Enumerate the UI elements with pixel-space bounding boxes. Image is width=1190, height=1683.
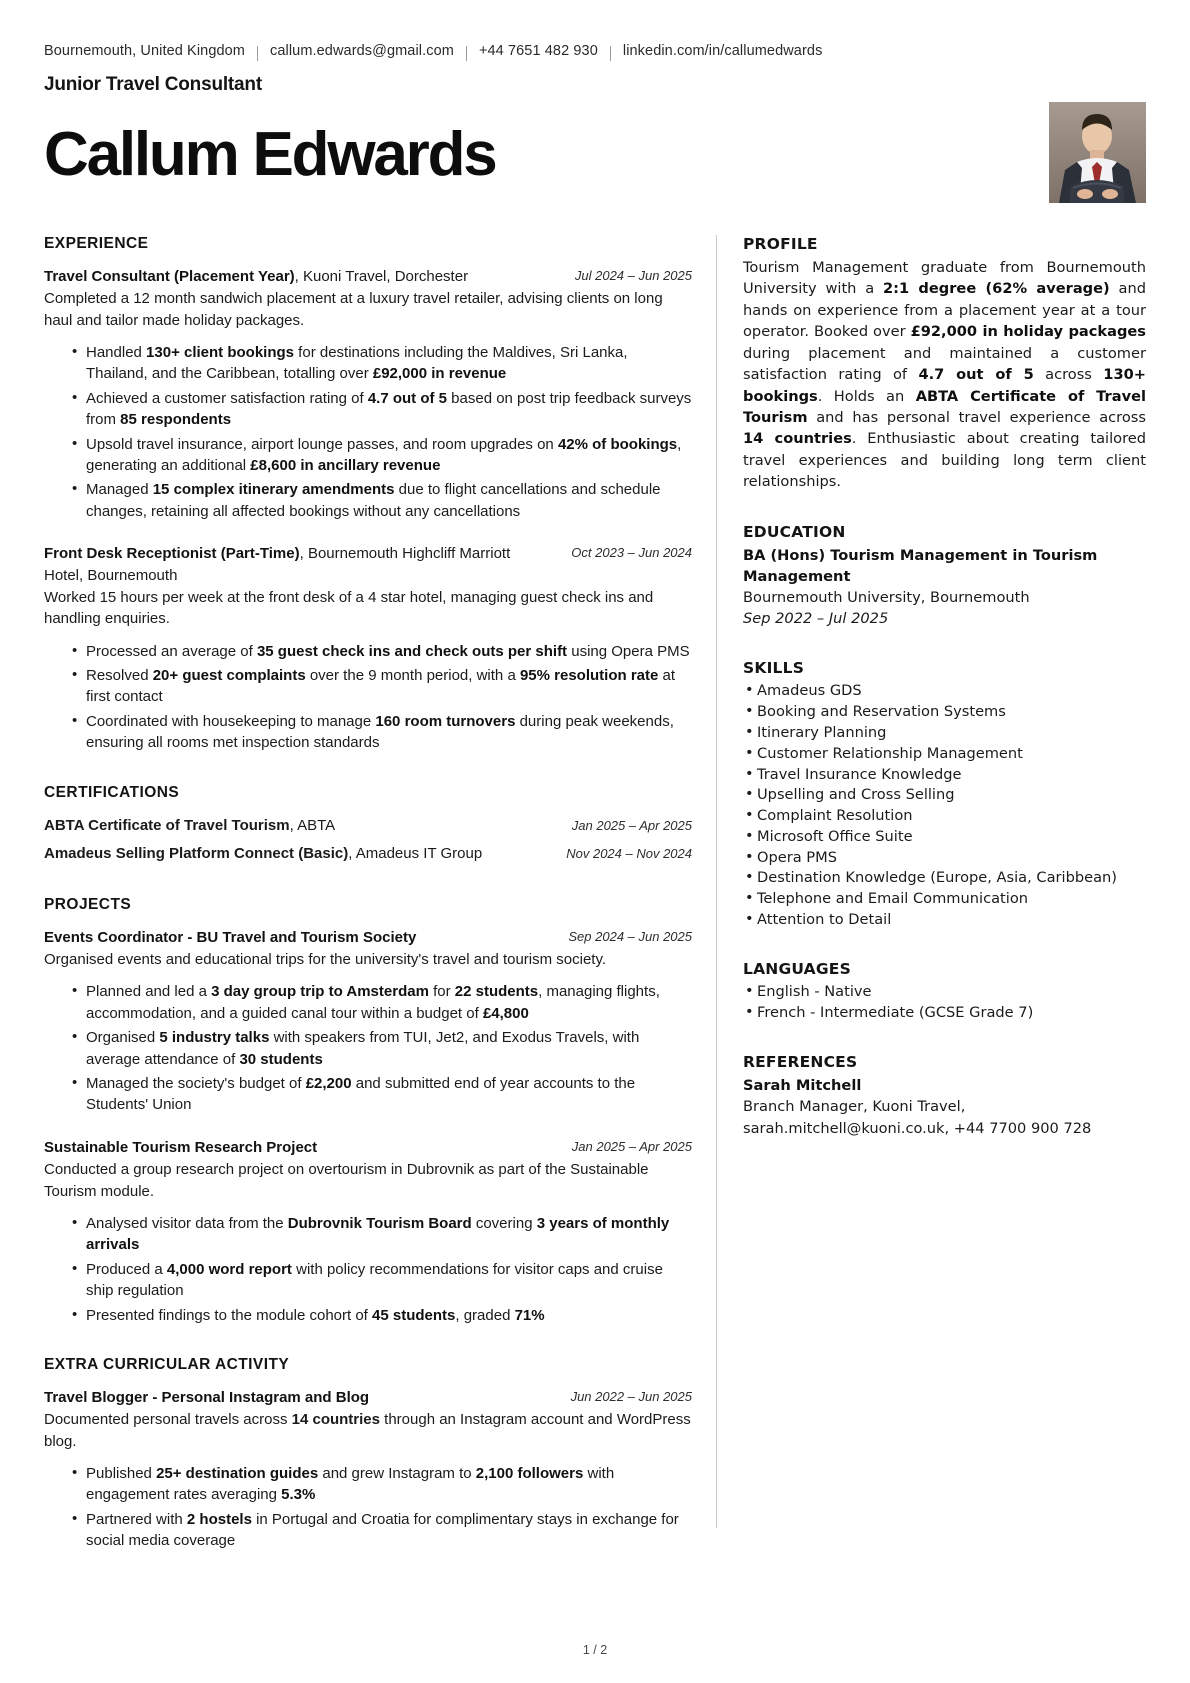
extra-curricular-entry-header: Travel Blogger - Personal Instagram and Blog Jun 2022 – Jun 2025	[44, 1389, 692, 1406]
skill-item: • Opera PMS	[743, 848, 1146, 868]
list-item: • Produced a 4,000 word report with policy recommendations for visitor caps and cruise ship regulation	[72, 1259, 692, 1302]
skill-item: • Destination Knowledge (Europe, Asia, Caribbean)	[743, 868, 1146, 888]
certification-date: Jan 2025 – Apr 2025	[571, 817, 692, 833]
extra-curricular-entry-description: Documented personal travels across 14 countries through an Instagram account and WordPress blog.	[44, 1411, 691, 1450]
experience-bullet-list	[44, 342, 692, 523]
experience-bullet-list	[44, 641, 692, 754]
extra-curricular-list	[44, 1387, 692, 1552]
contact-item[interactable]: linkedin.com/in/callumedwards	[622, 43, 823, 59]
experience-entry-date: Oct 2023 – Jun 2024	[571, 545, 692, 561]
page-title: Callum Edwards	[44, 119, 496, 189]
resume-header	[44, 42, 1146, 187]
list-item: • Handled 130+ client bookings for destinations including the Maldives, Sri Lanka, Thailand, and the Caribbean, totalling over £92,000 in revenue	[72, 342, 692, 385]
education-dates: Sep 2022 – Jul 2025	[743, 610, 889, 628]
list-item: • Presented findings to the module cohort of 45 students, graded 71%	[72, 1305, 692, 1326]
avatar	[1049, 102, 1146, 203]
project-bullet-list	[44, 981, 692, 1116]
experience-entry	[44, 543, 692, 753]
list-item: • Partnered with 2 hostels in Portugal and Croatia for complimentary stays in exchange for social media coverage	[72, 1509, 692, 1552]
languages-list	[743, 982, 1146, 1023]
project-entry-description: Organised events and educational trips for the university's travel and tourism society.	[44, 951, 607, 968]
section-heading-experience: EXPERIENCE	[44, 234, 149, 252]
extra-curricular-bullet-list	[44, 1463, 692, 1552]
skill-item: • Upselling and Cross Selling	[743, 785, 1146, 805]
education-school: Bournemouth University, Bournemouth	[743, 589, 1030, 607]
section-heading-projects: PROJECTS	[44, 895, 132, 913]
skill-item: • Customer Relationship Management	[743, 744, 1146, 764]
project-entry	[44, 927, 692, 1116]
contact-line	[44, 42, 1146, 61]
skill-item: • Amadeus GDS	[743, 681, 1146, 701]
contact-item[interactable]: callum.edwards@gmail.com	[270, 43, 454, 59]
experience-entry	[44, 266, 692, 522]
project-entry-description: Conducted a group research project on overtourism in Dubrovnik as part of the Sustainable Tourism module.	[44, 1161, 649, 1200]
main-column	[44, 235, 716, 1558]
certifications-list	[44, 815, 692, 866]
job-title: Junior Travel Consultant	[44, 73, 262, 95]
experience-entry-header: Front Desk Receptionist (Part-Time), Bournemouth Highcliff Marriott Hotel, Bournemouth Oct 2023 – Jun 2024	[44, 545, 692, 584]
section-heading-skills: SKILLS	[743, 659, 805, 678]
skill-item: • Booking and Reservation Systems	[743, 702, 1146, 722]
skill-item: • Telephone and Email Communication	[743, 889, 1146, 909]
contact-separator	[466, 46, 467, 61]
project-entry-date: Sep 2024 – Jun 2025	[568, 928, 692, 944]
section-heading-certifications: CERTIFICATIONS	[44, 783, 180, 801]
skill-item: • Complaint Resolution	[743, 806, 1146, 826]
list-item: • Achieved a customer satisfaction rating of 4.7 out of 5 based on post trip feedback surveys from 85 respondents	[72, 388, 692, 431]
contact-item[interactable]: +44 7651 482 930	[478, 43, 598, 59]
contact-separator	[257, 46, 258, 61]
extra-curricular-entry-date: Jun 2022 – Jun 2025	[570, 1389, 692, 1404]
extra-curricular-entry	[44, 1387, 692, 1552]
sidebar-column	[717, 235, 1146, 1558]
page-indicator: 1 / 2	[582, 1643, 608, 1657]
section-heading-extra-curricular: EXTRA CURRICULAR ACTIVITY	[44, 1356, 290, 1373]
reference-detail: Branch Manager, Kuoni Travel, sarah.mitchell@kuoni.co.uk, +44 7700 900 728	[743, 1098, 1092, 1137]
list-item: • Organised 5 industry talks with speakers from TUI, Jet2, and Exodus Travels, with average attendance of 30 students	[72, 1027, 692, 1070]
skill-item: • Microsoft Office Suite	[743, 827, 1146, 847]
skill-item: • Attention to Detail	[743, 910, 1146, 930]
experience-entry-description: Completed a 12 month sandwich placement at a luxury travel retailer, advising clients on long haul and tailor made holiday packages.	[44, 290, 663, 329]
skill-item: • Travel Insurance Knowledge	[743, 765, 1146, 785]
profile-text: Tourism Management graduate from Bournemouth University with a 2:1 degree (62% average) and hands on experience from a placement year at a tour operator. Booked over £92,000 in holiday packages during placement and maintained a customer satisfaction rating of 4.7 out of 5 across 130+ bookings. Holds an ABTA Certificate of Travel Tourism and has personal travel experience across 14 countries. Enthusiastic about creating tailored travel experiences and building long term client relationships.	[743, 258, 1146, 491]
reference-name: Sarah Mitchell	[743, 1077, 862, 1095]
project-entry-header: Events Coordinator - BU Travel and Tourism Society Sep 2024 – Jun 2025	[44, 928, 692, 946]
project-entry-date: Jan 2025 – Apr 2025	[571, 1138, 692, 1154]
project-bullet-list	[44, 1213, 692, 1326]
experience-entry-date: Jul 2024 – Jun 2025	[574, 267, 692, 283]
projects-list	[44, 927, 692, 1326]
experience-list	[44, 266, 692, 754]
list-item: • Managed 15 complex itinerary amendments due to flight cancellations and schedule changes, retaining all affected bookings without any cancellations	[72, 479, 692, 522]
contact-separator	[610, 46, 611, 61]
resume-body	[44, 235, 1146, 1558]
education-degree: BA (Hons) Tourism Management in Tourism Management	[743, 546, 1098, 585]
language-item: • English - Native	[743, 982, 1146, 1002]
section-heading-education: EDUCATION	[743, 522, 846, 541]
list-item: • Managed the society's budget of £2,200 and submitted end of year accounts to the Students' Union	[72, 1073, 692, 1116]
section-heading-references: REFERENCES	[743, 1053, 858, 1072]
list-item: • Processed an average of 35 guest check ins and check outs per shift using Opera PMS	[72, 641, 692, 662]
skill-item: • Itinerary Planning	[743, 723, 1146, 743]
skills-list	[743, 681, 1146, 930]
list-item: • Analysed visitor data from the Dubrovnik Tourism Board covering 3 years of monthly arrivals	[72, 1213, 692, 1256]
certification-row: Amadeus Selling Platform Connect (Basic), Amadeus IT Group Nov 2024 – Nov 2024	[44, 845, 692, 863]
experience-entry-description: Worked 15 hours per week at the front desk of a 4 star hotel, managing guest check ins and handling enquiries.	[44, 588, 654, 628]
experience-entry-header: Travel Consultant (Placement Year), Kuoni Travel, Dorchester Jul 2024 – Jun 2025	[44, 267, 692, 285]
section-heading-languages: LANGUAGES	[743, 960, 851, 979]
certification-date: Nov 2024 – Nov 2024	[566, 846, 692, 862]
list-item: • Resolved 20+ guest complaints over the 9 month period, with a 95% resolution rate at first contact	[72, 665, 692, 708]
project-entry	[44, 1137, 692, 1326]
list-item: • Upsold travel insurance, airport lounge passes, and room upgrades on 42% of bookings, generating an additional £8,600 in ancillary revenue	[72, 434, 692, 477]
list-item: • Published 25+ destination guides and grew Instagram to 2,100 followers with engagement rates averaging 5.3%	[72, 1463, 692, 1506]
project-entry-header: Sustainable Tourism Research Project Jan 2025 – Apr 2025	[44, 1138, 692, 1156]
certification-row: ABTA Certificate of Travel Tourism, ABTA Jan 2025 – Apr 2025	[44, 816, 692, 834]
list-item: • Coordinated with housekeeping to manage 160 room turnovers during peak weekends, ensuring all rooms met inspection standards	[72, 711, 692, 754]
language-item: • French - Intermediate (GCSE Grade 7)	[743, 1003, 1146, 1023]
section-heading-profile: PROFILE	[743, 234, 818, 253]
contact-item[interactable]: Bournemouth, United Kingdom	[44, 43, 245, 59]
list-item: • Planned and led a 3 day group trip to Amsterdam for 22 students, managing flights, accommodation, and a guided canal tour within a budget of £4,800	[72, 981, 692, 1024]
